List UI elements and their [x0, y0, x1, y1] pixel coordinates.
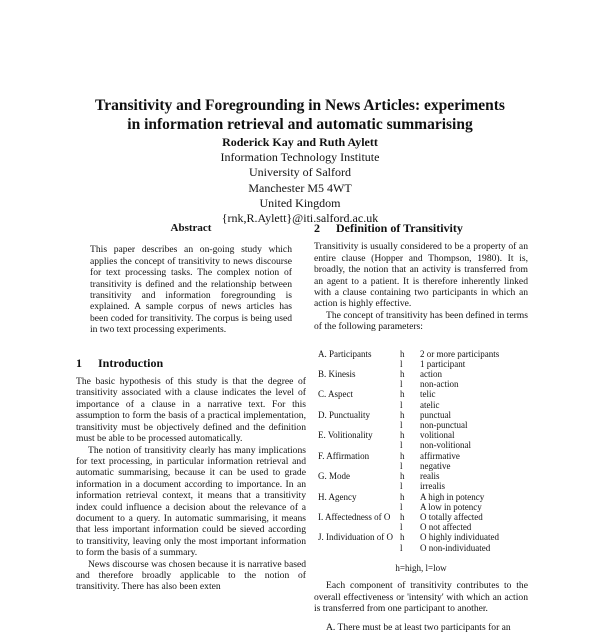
parameter-row: [318, 359, 499, 369]
parameter-name: [318, 522, 394, 532]
section-2-heading: [314, 223, 528, 234]
intro-paragraph: The notion of transitivity clearly has many implications for text processing, in particular information retrieval and automatic summarising, because it can be used to grade information in a document according to importance. In an information retrieval context, it means that a transitivity index could influence a decision about the relevance of a document to a query. In automatic summarising, it means that less important information could be sieved according to transitivity, leaving only the most important information to form the basis of a summary.: [76, 444, 306, 559]
parameter-value: affirmative: [420, 450, 460, 461]
parameter-name: [318, 379, 394, 389]
table-legend: h=high, l=low: [395, 562, 447, 573]
parameter-level-code: l: [400, 522, 403, 533]
parameter-name: [318, 461, 394, 471]
title-line-2: in information retrieval and automatic summarising: [127, 116, 473, 133]
parameter-value: action: [420, 369, 442, 380]
parameter-row: [318, 369, 499, 379]
section-title: Introduction: [98, 355, 164, 370]
parameter-value: negative: [420, 460, 451, 471]
parameter-row: [318, 430, 499, 440]
section-number: 1: [76, 355, 82, 370]
parameter-row: [318, 461, 499, 471]
parameter-value: O totally affected: [420, 511, 483, 522]
parameter-level-code: h: [400, 511, 405, 522]
parameter-value: A low in potency: [420, 501, 482, 512]
parameter-value: volitional: [420, 430, 455, 441]
parameter-level-code: h: [400, 348, 405, 359]
parameter-row: [318, 379, 499, 389]
parameter-value: O highly individuated: [420, 532, 499, 543]
parameter-level-code: h: [400, 369, 405, 380]
parameter-row: [318, 481, 499, 491]
parameter-row: [318, 492, 499, 502]
intro-paragraph: News discourse was chosen because it is narrative based and therefore broadly applicable to the notion of transitivity. There has also been exten: [76, 558, 306, 593]
definition-paragraph: The concept of transitivity has been defined in terms of the following parameters:: [314, 309, 528, 333]
parameter-value: O not affected: [420, 522, 472, 533]
abstract-heading: Abstract: [170, 222, 212, 234]
parameter-row: [318, 440, 499, 450]
parameter-level-code: l: [400, 542, 403, 553]
parameter-row: [318, 400, 499, 410]
parameter-value: 2 or more participants: [420, 348, 500, 359]
parameter-row: [318, 512, 499, 522]
parameter-name: F. Affirmation: [318, 450, 370, 461]
parameter-name: G. Mode: [318, 471, 350, 482]
parameter-row: [318, 420, 499, 430]
parameter-name: [318, 440, 394, 450]
parameter-name: [318, 481, 394, 491]
parameter-level-code: l: [400, 501, 403, 512]
parameter-level-code: l: [400, 399, 403, 410]
parameter-value: non-punctual: [420, 420, 468, 431]
affiliation-line: Manchester M5 4WT: [248, 180, 352, 195]
author-block: [0, 135, 600, 226]
parameter-value: A high in potency: [420, 491, 485, 502]
author-email: {rnk,R.Aylett}@iti.salford.ac.uk: [221, 211, 379, 226]
parameter-row: [318, 410, 499, 420]
parameter-name: C. Aspect: [318, 389, 353, 400]
parameter-row: [318, 522, 499, 532]
parameter-value: irrealis: [420, 481, 445, 492]
parameter-level-code: h: [400, 389, 405, 400]
title-line-1: Transitivity and Foregrounding in News Articles: experiments: [95, 97, 505, 114]
parameter-name: I. Affectedness of O: [318, 511, 391, 522]
left-column: [76, 223, 306, 593]
parameter-name: [318, 543, 394, 553]
parameter-row: [318, 543, 499, 553]
parameter-name: A. Participants: [318, 348, 372, 359]
parameter-name: E. Volitionality: [318, 430, 373, 441]
parameter-level-code: h: [400, 430, 405, 441]
definition-paragraph: Transitivity is usually considered to be a property of an entire clause (Hopper and Thompson, 1980). It is, broadly, the notion that an activity is transferred from an agent to a patient. It is therefore inherently linked with a clause containing two participants in which an action is highly effective.: [314, 241, 528, 310]
parameter-level-code: l: [400, 358, 403, 369]
parameter-value: O non-individuated: [420, 542, 491, 553]
parameter-value: non-action: [420, 379, 459, 390]
affiliation-line: University of Salford: [249, 165, 351, 180]
parameter-value: telic: [420, 389, 436, 400]
parameter-level-code: l: [400, 379, 403, 390]
parameter-name: J. Individuation of O: [318, 532, 393, 543]
parameter-level-code: h: [400, 409, 405, 420]
section-1-heading: [76, 355, 306, 370]
parameter-level-code: l: [400, 481, 403, 492]
parameter-value: realis: [420, 471, 440, 482]
parameter-value: punctual: [420, 409, 451, 420]
parameter-row: [318, 532, 499, 542]
parameter-name: D. Punctuality: [318, 409, 370, 420]
parameter-value: non-volitional: [420, 440, 471, 451]
parameter-row: [318, 502, 499, 512]
section-number: 2: [314, 221, 320, 235]
parameter-level-code: h: [400, 450, 405, 461]
definition-paragraph: Each component of transitivity contributes to the overall effectiveness or 'intensity' with which an action is transferred from one participant to another.: [314, 580, 528, 614]
parameter-value: 1 participant: [420, 358, 466, 369]
parameter-name: [318, 400, 394, 410]
abstract-text: This paper describes an on-going study which applies the concept of transitivity to news discourse for text processing tasks. The complex notion of transitivity is defined and the relationship between transitivity and information foregrounding is explained. A sample corpus of news articles has been coded for transitivity. The corpus is being used in two text processing experiments.: [90, 244, 292, 336]
affiliation-line: United Kingdom: [259, 195, 341, 210]
parameter-name: H. Agency: [318, 491, 357, 502]
parameter-name: B. Kinesis: [318, 369, 356, 380]
parameter-value: atelic: [420, 399, 440, 410]
parameter-level-code: h: [400, 491, 405, 502]
right-column: [314, 223, 528, 634]
author-names: Roderick Kay and Ruth Aylett: [222, 135, 378, 149]
parameter-name: [318, 420, 394, 430]
parameter-level-code: h: [400, 471, 405, 482]
definition-item-a: A. There must be at least two participants for an: [326, 622, 511, 634]
affiliation-line: Information Technology Institute: [220, 150, 380, 165]
paper-title: [0, 96, 600, 134]
parameter-row: [318, 389, 499, 399]
parameter-level-code: h: [400, 532, 405, 543]
parameter-row: [318, 451, 499, 461]
parameter-level-code: l: [400, 460, 403, 471]
parameter-row: [318, 349, 499, 359]
parameter-level-code: l: [400, 420, 403, 431]
parameter-name: [318, 502, 394, 512]
transitivity-parameters-table: [318, 349, 499, 553]
parameter-level-code: l: [400, 440, 403, 451]
parameter-row: [318, 471, 499, 481]
parameter-name: [318, 359, 394, 369]
section-title: Definition of Transitivity: [336, 221, 463, 235]
intro-paragraph: The basic hypothesis of this study is that the degree of transitivity associated with a clause indicates the level of importance of a clause in a narrative text. For this assumption to form the basis of a practical implementation, transitivity must be objectively defined and the definition must be able to be processed automatically.: [76, 376, 306, 445]
